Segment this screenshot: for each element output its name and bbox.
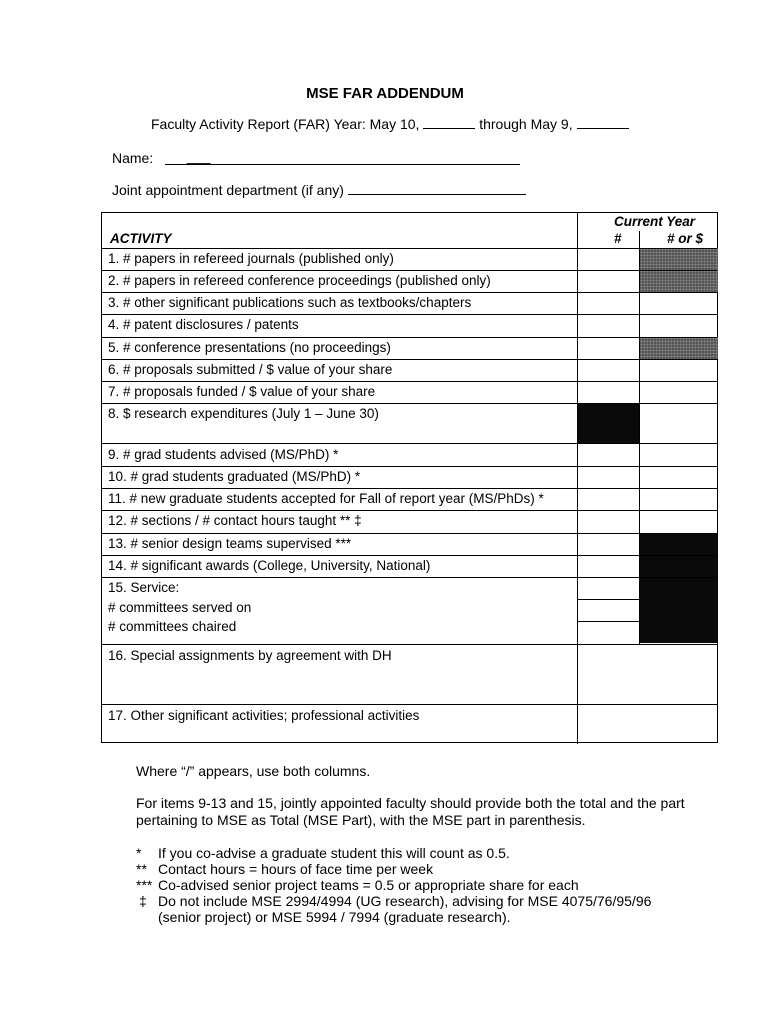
row-17-label: 17. Other significant activities; professional activities: [108, 708, 420, 723]
row-divider: [102, 466, 717, 467]
count-column-header: #: [614, 231, 622, 246]
row-divider: [578, 599, 640, 600]
far-year-label: Faculty Activity Report (FAR) Year: May 10,: [151, 116, 420, 132]
row-7-label: 7. # proposals funded / $ value of your share: [108, 384, 376, 399]
row-4-label: 4. # patent disclosures / patents: [108, 317, 299, 332]
row-15-label: 15. Service:: [108, 580, 180, 595]
far-year-through: through May 9,: [479, 116, 573, 132]
row-divider: [102, 248, 717, 249]
row-16-label: 16. Special assignments by agreement with DH: [108, 648, 392, 663]
row-14-label: 14. # significant awards (College, University, National): [108, 558, 431, 573]
row-10-label: 10. # grad students graduated (MS/PhD) *: [108, 469, 361, 484]
current-year-header: Current Year: [614, 214, 696, 229]
row-3-label: 3. # other significant publications such as textbooks/chapters: [108, 295, 472, 310]
end-year-field[interactable]: [577, 116, 629, 129]
activity-table: [101, 212, 718, 743]
footnote-continuation: (senior project) or MSE 5994 / 7994 (graduate research).: [158, 909, 511, 925]
row-divider: [102, 704, 717, 705]
blacked-out-cell: [640, 533, 718, 643]
row-5-label: 5. # conference presentations (no proceedings): [108, 340, 391, 355]
row-9-label: 9. # grad students advised (MS/PhD) *: [108, 447, 339, 462]
row-divider: [102, 359, 717, 360]
row-divider: [102, 644, 717, 645]
row-11-label: 11. # new graduate students accepted for Fall of report year (MS/PhDs) *: [108, 491, 544, 506]
footnote-mark: ***: [136, 877, 153, 893]
footnote-text: Contact hours = hours of face time per week: [158, 861, 434, 877]
name-line: [112, 150, 153, 166]
row-divider: [102, 510, 717, 511]
row-divider: [102, 270, 717, 271]
row-divider: [102, 381, 717, 382]
row-divider: [102, 337, 717, 338]
row-divider: [102, 533, 717, 534]
amount-column-header: # or $: [667, 231, 704, 246]
footnote-text: If you co-advise a graduate student this will count as 0.5.: [158, 845, 510, 861]
name-label: Name:: [112, 150, 154, 166]
start-year-field[interactable]: [423, 116, 475, 129]
name-value: ___: [187, 148, 211, 164]
row-divider: [102, 292, 717, 293]
slash-note: Where “/” appears, use both columns.: [136, 763, 371, 779]
row-divider: [102, 577, 717, 578]
joint-note-line-1: For items 9-13 and 15, jointly appointed faculty should provide both the total and the part: [136, 795, 685, 811]
row-divider: [102, 314, 717, 315]
name-field[interactable]: [165, 150, 520, 165]
footnote-mark: *: [136, 845, 142, 861]
shaded-cell: [640, 270, 718, 292]
row-divider: [102, 443, 717, 444]
row-divider: [578, 621, 640, 622]
row-1-label: 1. # papers in refereed journals (published only): [108, 251, 394, 266]
row-15-committees-served: # committees served on: [108, 600, 252, 615]
shaded-cell: [640, 248, 718, 270]
row-divider: [102, 403, 717, 404]
far-year-line: [151, 116, 629, 132]
joint-note-line-2: pertaining to MSE as Total (MSE Part), with the MSE part in parenthesis.: [136, 812, 586, 828]
row-8-label: 8. $ research expenditures (July 1 – June 30): [108, 406, 379, 421]
footnote-text: Co-advised senior project teams = 0.5 or appropriate share for each: [158, 877, 579, 893]
footnote-mark: **: [136, 861, 147, 877]
row-divider: [102, 488, 717, 489]
row-divider: [102, 555, 717, 556]
activity-header: ACTIVITY: [110, 231, 172, 246]
row-12-label: 12. # sections / # contact hours taught ** ‡: [108, 513, 362, 528]
joint-label: Joint appointment department (if any): [112, 182, 344, 198]
row-13-label: 13. # senior design teams supervised ***: [108, 536, 352, 551]
document-title: MSE FAR ADDENDUM: [306, 85, 464, 102]
footnote-text: Do not include MSE 2994/4994 (UG research), advising for MSE 4075/76/95/96: [158, 893, 652, 909]
footnote-mark: ‡: [139, 893, 147, 909]
blacked-out-cell: [578, 403, 639, 443]
shaded-cell: [640, 337, 718, 359]
row-6-label: 6. # proposals submitted / $ value of your share: [108, 362, 393, 377]
joint-line: [112, 182, 526, 198]
row-2-label: 2. # papers in refereed conference proceedings (published only): [108, 273, 491, 288]
row-15-committees-chaired: # committees chaired: [108, 619, 237, 634]
joint-department-field[interactable]: [348, 182, 526, 195]
